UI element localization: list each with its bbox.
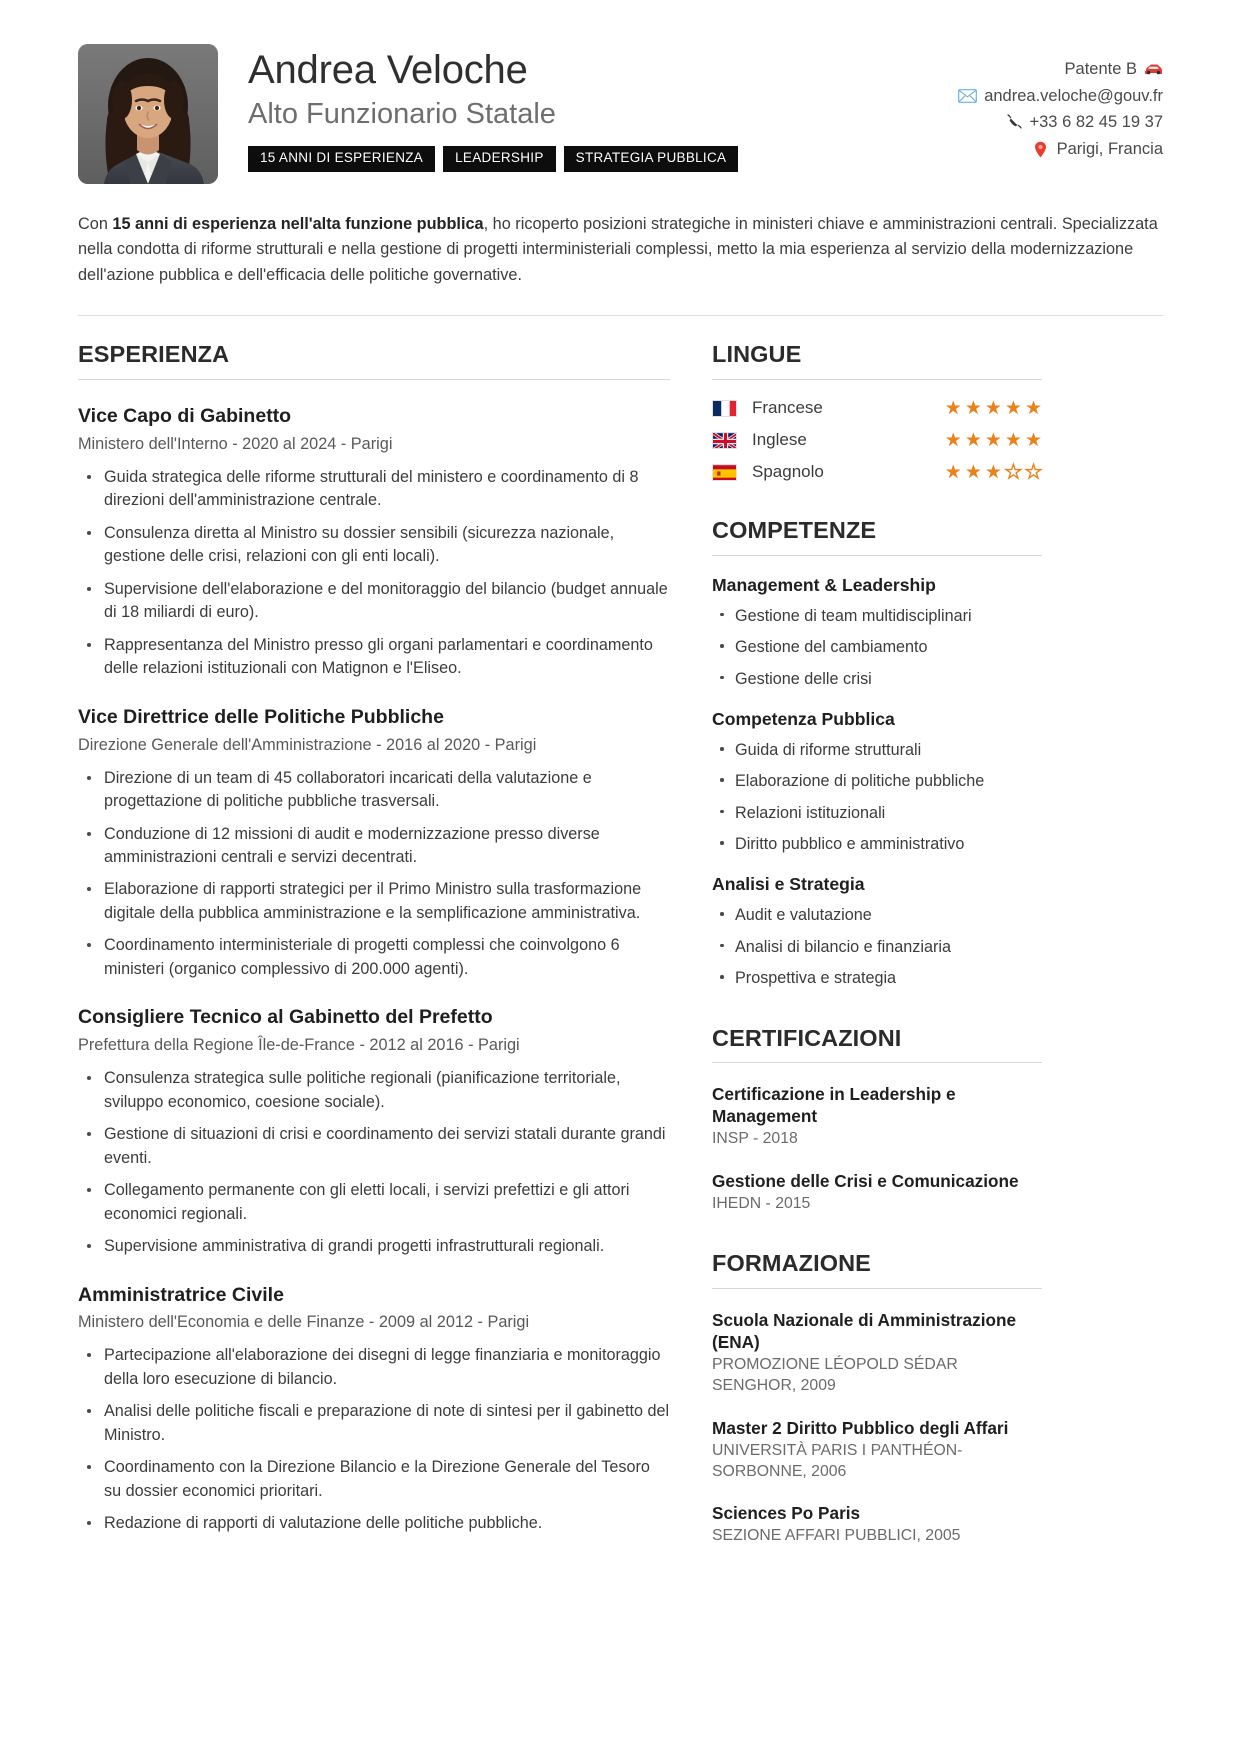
job-bullet: Coordinamento interministeriale di progetti complessi che coinvolgono 6 ministeri (organico complessivo di 200.000 agenti). (78, 934, 670, 981)
contact-row-location (958, 136, 1163, 163)
education-subtitle: PROMOZIONE LÉOPOLD SÉDAR SENGHOR, 2009 (712, 1356, 958, 1394)
flag-spain-icon (712, 464, 737, 481)
skill-item: Diritto pubblico e amministrativo (712, 833, 1042, 855)
job-bullet: Direzione di un team di 45 collaboratori incaricati della valutazione e progettazione di politiche pubbliche trasversali. (78, 767, 670, 814)
job-title: Consigliere Tecnico al Gabinetto del Prefetto (78, 1006, 493, 1029)
language-rating (945, 399, 1042, 418)
job-title: Vice Direttrice delle Politiche Pubbliche (78, 705, 444, 728)
resume-body (78, 342, 1163, 1547)
star-filled: ★ (944, 429, 962, 451)
skill-item: Prospettiva e strategia (712, 967, 1042, 989)
star-filled: ★ (964, 397, 982, 419)
job-title: Vice Capo di Gabinetto (78, 405, 292, 428)
star-filled: ★ (984, 397, 1002, 419)
tag-item-2: STRATEGIA PUBBLICA (564, 146, 739, 172)
contact-row-license (958, 56, 1163, 83)
skill-item-list (712, 739, 1042, 855)
education-item (712, 1417, 1042, 1483)
job-bullet: Consulenza strategica sulle politiche regionali (pianificazione territoriale, sviluppo economico, coesione sociale). (78, 1067, 670, 1114)
job-bullets (78, 767, 670, 982)
section-title-skills: COMPETENZE (712, 517, 877, 544)
section-rule (712, 1288, 1042, 1289)
skill-item: Gestione delle crisi (712, 668, 1042, 690)
section-rule (712, 1062, 1042, 1063)
skill-item: Analisi di bilancio e finanziaria (712, 936, 1042, 958)
section-skills (712, 518, 1042, 989)
job-meta: Ministero dell'Interno - 2020 al 2024 - Parigi (78, 434, 393, 453)
section-languages (712, 342, 1042, 482)
education-title: Sciences Po Paris (712, 1503, 861, 1524)
education-item (712, 1502, 1042, 1547)
envelope-icon (958, 88, 977, 105)
section-education (712, 1251, 1042, 1547)
car-icon (1144, 61, 1163, 78)
contact-block (958, 44, 1163, 163)
skill-group (712, 575, 1042, 690)
location-pin-icon (1031, 141, 1050, 158)
section-rule (78, 379, 670, 380)
section-experience (78, 342, 670, 1536)
language-name: Spagnolo (752, 462, 824, 482)
job-bullet: Consulenza diretta al Ministro su dossier sensibili (sicurezza nazionale, gestione delle crisi, relazioni con gli enti locali). (78, 522, 670, 569)
star-filled: ★ (964, 429, 982, 451)
star-filled: ★ (1024, 397, 1042, 419)
language-item (712, 398, 1042, 418)
section-rule (712, 379, 1042, 380)
profile-photo (78, 44, 218, 184)
profile-photo-image (78, 44, 218, 184)
certification-subtitle: INSP - 2018 (712, 1130, 798, 1148)
job-bullet: Rappresentanza del Ministro presso gli organi parlamentari e coordinamento delle relazioni istituzionali con Matignon e l'Eliseo. (78, 634, 670, 681)
main-column (78, 342, 670, 1545)
job-bullet: Supervisione dell'elaborazione e del monitoraggio del bilancio (budget annuale di 18 miliardi di euro). (78, 578, 670, 625)
skill-group (712, 709, 1042, 855)
job-bullet: Supervisione amministrativa di grandi progetti infrastrutturali regionali. (78, 1235, 670, 1258)
section-rule (712, 555, 1042, 556)
star-filled: ★ (944, 461, 962, 483)
sidebar-column (712, 342, 1042, 1547)
contact-row-phone[interactable] (958, 109, 1163, 136)
skill-item: Relazioni istituzionali (712, 802, 1042, 824)
section-title-certifications: CERTIFICAZIONI (712, 1024, 902, 1051)
job-role-subtitle: Alto Funzionario Statale (248, 97, 556, 130)
star-filled: ★ (944, 397, 962, 419)
skill-group-heading: Analisi e Strategia (712, 874, 865, 895)
job-bullet: Collegamento permanente con gli eletti locali, i servizi prefettizi e gli attori economici regionali. (78, 1179, 670, 1226)
skill-item-list (712, 904, 1042, 989)
summary-rest: , ho ricoperto posizioni strategiche in ministeri chiave e amministrazioni centrali. Specializzata nella condotta di riforme strutturali e nella gestione di progetti interministeriali complessi, metto la mia esperienza al servizio della modernizzazione dell'azione pubblica e dell'efficacia delle politiche governative. (78, 215, 1158, 284)
skill-item: Guida di riforme strutturali (712, 739, 1042, 761)
star-empty: ★ (1004, 461, 1022, 483)
language-rating (945, 463, 1042, 482)
phone-icon (1004, 114, 1023, 131)
resume-header (78, 44, 1163, 184)
header-divider (78, 315, 1163, 316)
certification-subtitle: IHEDN - 2015 (712, 1195, 811, 1213)
certification-title: Gestione delle Crisi e Comunicazione (712, 1171, 1019, 1192)
star-empty: ★ (1024, 461, 1042, 483)
flag-uk-icon (712, 432, 737, 449)
education-title: Master 2 Diritto Pubblico degli Affari (712, 1417, 1009, 1438)
skill-item: Audit e valutazione (712, 904, 1042, 926)
header-identity (248, 44, 928, 172)
job-bullets (78, 1344, 670, 1535)
certification-item (712, 1170, 1042, 1215)
language-item (712, 462, 1042, 482)
education-subtitle: UNIVERSITÀ PARIS I PANTHÉON-SORBONNE, 2006 (712, 1441, 963, 1480)
location-text: Parigi, Francia (1056, 140, 1163, 159)
summary-bold: 15 anni di esperienza nell'alta funzione pubblica (112, 215, 484, 233)
job-bullet: Conduzione di 12 missioni di audit e modernizzazione presso diverse amministrazioni centrali e servizi decentrati. (78, 823, 670, 870)
summary-lead: Con (78, 215, 113, 233)
star-filled: ★ (964, 461, 982, 483)
certification-item (712, 1083, 1042, 1150)
page-title: Andrea Veloche (248, 48, 528, 92)
language-rating (945, 431, 1042, 450)
section-certifications (712, 1026, 1042, 1216)
job-title: Amministratrice Civile (78, 1283, 284, 1306)
flag-france-icon (712, 400, 737, 417)
job-bullet: Partecipazione all'elaborazione dei disegni di legge finanziaria e monitoraggio della loro esecuzione di bilancio. (78, 1344, 670, 1391)
job-bullet: Gestione di situazioni di crisi e coordinamento dei servizi statali durante grandi eventi. (78, 1123, 670, 1170)
skill-item-list (712, 605, 1042, 690)
job-bullet: Guida strategica delle riforme strutturali del ministero e coordinamento di 8 direzioni dell'amministrazione centrale. (78, 466, 670, 513)
job-meta: Ministero dell'Economia e delle Finanze - 2009 al 2012 - Parigi (78, 1313, 530, 1332)
section-title-languages: LINGUE (712, 341, 802, 368)
certification-title: Certificazione in Leadership e Management (712, 1084, 956, 1127)
job-bullet: Analisi delle politiche fiscali e preparazione di note di sintesi per il gabinetto del Ministro. (78, 1400, 670, 1447)
job-bullet: Redazione di rapporti di valutazione delle politiche pubbliche. (78, 1512, 670, 1535)
language-name: Francese (752, 398, 823, 418)
skill-item: Gestione del cambiamento (712, 636, 1042, 658)
job-meta: Prefettura della Regione Île-de-France - 2012 al 2016 - Parigi (78, 1036, 520, 1055)
experience-item (78, 1006, 670, 1258)
language-name: Inglese (752, 430, 807, 450)
job-meta: Direzione Generale dell'Amministrazione - 2016 al 2020 - Parigi (78, 735, 537, 754)
tag-list (248, 146, 928, 172)
contact-row-email[interactable] (958, 83, 1163, 110)
star-filled: ★ (1004, 429, 1022, 451)
experience-item (78, 706, 670, 982)
star-filled: ★ (984, 429, 1002, 451)
star-filled: ★ (1004, 397, 1022, 419)
job-bullet: Coordinamento con la Direzione Bilancio e la Direzione Generale del Tesoro su dossier economici prioritari. (78, 1456, 670, 1503)
star-filled: ★ (1024, 429, 1042, 451)
education-item (712, 1309, 1042, 1397)
summary-paragraph (78, 212, 1163, 288)
tag-item-0: 15 ANNI DI ESPERIENZA (248, 146, 435, 172)
skill-group-heading: Management & Leadership (712, 574, 936, 595)
job-bullets (78, 1067, 670, 1258)
skill-group-heading: Competenza Pubblica (712, 709, 895, 730)
job-bullet: Elaborazione di rapporti strategici per il Primo Ministro sulla trasformazione digitale della pubblica amministrazione e la semplificazione amministrativa. (78, 878, 670, 925)
education-subtitle: SEZIONE AFFARI PUBBLICI, 2005 (712, 1527, 961, 1545)
email-text: andrea.veloche@gouv.fr (984, 86, 1163, 105)
tag-item-1: LEADERSHIP (443, 146, 556, 172)
phone-text: +33 6 82 45 19 37 (1029, 113, 1163, 132)
skill-group (712, 874, 1042, 989)
education-title: Scuola Nazionale di Amministrazione (ENA) (712, 1309, 1017, 1352)
skill-item: Elaborazione di politiche pubbliche (712, 770, 1042, 792)
section-title-education: FORMAZIONE (712, 1250, 871, 1277)
language-item (712, 430, 1042, 450)
license-text: Patente B (1064, 60, 1137, 78)
experience-item (78, 405, 670, 681)
skill-item: Gestione di team multidisciplinari (712, 605, 1042, 627)
experience-item (78, 1284, 670, 1536)
section-title-experience: ESPERIENZA (78, 341, 230, 368)
language-list (712, 398, 1042, 482)
star-filled: ★ (984, 461, 1002, 483)
job-bullets (78, 466, 670, 681)
